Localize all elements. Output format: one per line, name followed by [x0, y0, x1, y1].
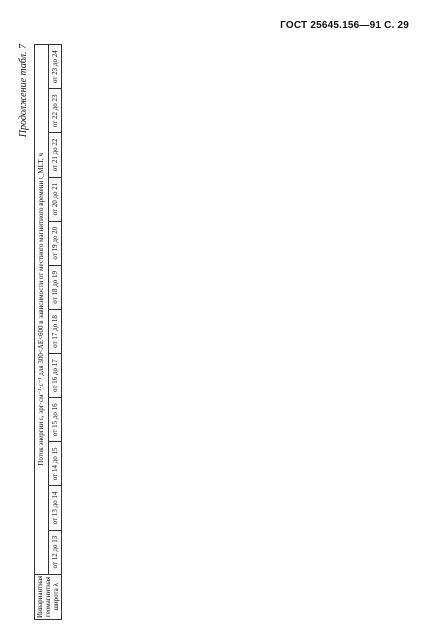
column-header: от 20 до 21 — [48, 177, 62, 221]
column-header: от 16 до 17 — [48, 354, 62, 398]
column-header: от 21 до 22 — [48, 133, 62, 177]
column-header: от 22 до 23 — [48, 89, 62, 133]
column-header: от 17 до 18 — [48, 309, 62, 353]
column-header: от 15 до 16 — [48, 398, 62, 442]
column-header: от 14 до 15 — [48, 442, 62, 486]
continuation-label: Продолжение табл. 7 — [18, 44, 29, 138]
flux-header: Поток энергии ε, эрг·см⁻²·с⁻¹ для 300<AE<600 в зависимости от местного магнитного времени t_MLT, ч — [35, 45, 49, 575]
column-header: от 19 до 20 — [48, 221, 62, 265]
page-header: ГОСТ 25645.156—91 С. 29 — [280, 20, 409, 31]
energy-flux-table — [34, 44, 62, 620]
latitude-header: Инвариантная геомагнитная широта λ — [36, 575, 60, 618]
column-header: от 18 до 19 — [48, 265, 62, 309]
column-header: от 23 до 24 — [48, 45, 62, 89]
column-header: от 13 до 14 — [48, 486, 62, 530]
rotated-table-area — [18, 40, 410, 620]
column-header: от 12 до 13 — [48, 530, 62, 574]
